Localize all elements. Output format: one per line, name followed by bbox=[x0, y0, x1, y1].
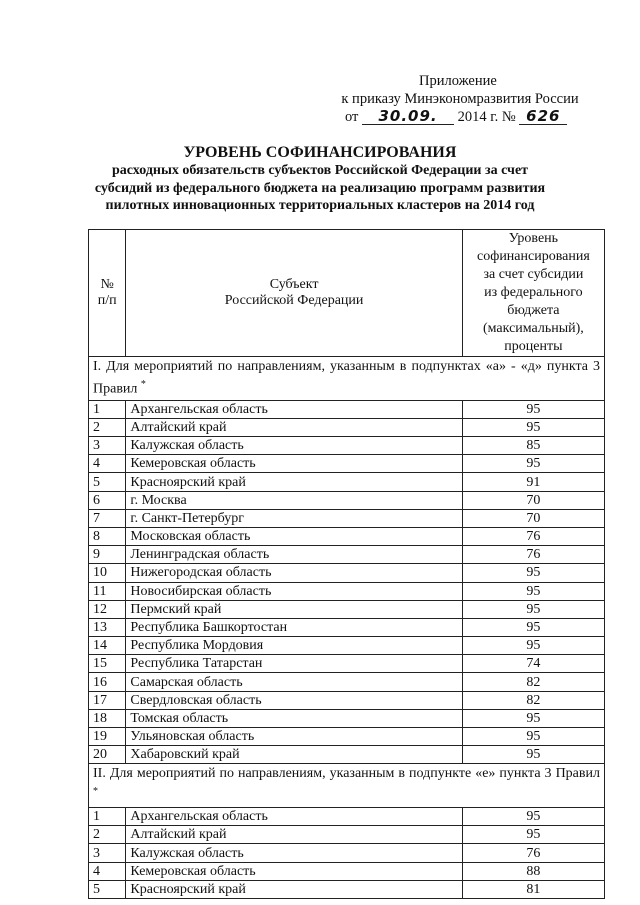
table-row bbox=[89, 455, 605, 473]
order-date-line bbox=[325, 108, 595, 126]
row-cofinancing-value: 95 bbox=[462, 637, 604, 655]
row-cofinancing-value: 95 bbox=[462, 564, 604, 582]
table-row bbox=[89, 826, 605, 844]
table-row bbox=[89, 491, 605, 509]
row-number: 5 bbox=[89, 880, 126, 898]
row-cofinancing-value: 95 bbox=[462, 746, 604, 764]
row-cofinancing-value: 95 bbox=[462, 808, 604, 826]
row-cofinancing-value: 95 bbox=[462, 826, 604, 844]
row-subject: Калужская область bbox=[126, 844, 462, 862]
row-number: 17 bbox=[89, 691, 126, 709]
row-subject: Самарская область bbox=[126, 673, 462, 691]
table-row bbox=[89, 400, 605, 418]
row-subject: Томская область bbox=[126, 709, 462, 727]
row-number: 5 bbox=[89, 473, 126, 491]
table-row bbox=[89, 418, 605, 436]
table-header-row bbox=[89, 230, 605, 357]
row-number: 19 bbox=[89, 728, 126, 746]
section-1-heading: I. Для мероприятий по направлениям, указанным в подпунктах «а» - «д» пункта 3 Правил * bbox=[89, 357, 605, 401]
row-cofinancing-value: 95 bbox=[462, 728, 604, 746]
row-subject: Хабаровский край bbox=[126, 746, 462, 764]
footnote-mark: * bbox=[93, 786, 98, 798]
order-reference: к приказу Минэкономразвития России bbox=[341, 91, 579, 107]
row-cofinancing-value: 82 bbox=[462, 691, 604, 709]
table-row bbox=[89, 844, 605, 862]
row-number: 20 bbox=[89, 746, 126, 764]
header-subject: Субъект Российской Федерации bbox=[126, 230, 462, 357]
row-subject: Красноярский край bbox=[126, 880, 462, 898]
row-subject: Свердловская область bbox=[126, 691, 462, 709]
row-cofinancing-value: 95 bbox=[462, 709, 604, 727]
row-subject: Новосибирская область bbox=[126, 582, 462, 600]
row-subject: Республика Мордовия bbox=[126, 637, 462, 655]
order-number-field bbox=[519, 109, 567, 125]
row-number: 11 bbox=[89, 582, 126, 600]
row-cofinancing-value: 95 bbox=[462, 400, 604, 418]
row-subject: Алтайский край bbox=[126, 826, 462, 844]
handwritten-number: 626 bbox=[526, 107, 561, 125]
table-row bbox=[89, 582, 605, 600]
row-cofinancing-value: 95 bbox=[462, 418, 604, 436]
title-sub-2: субсидий из федерального бюджета на реализацию программ развития bbox=[94, 180, 546, 196]
row-number: 18 bbox=[89, 709, 126, 727]
row-cofinancing-value: 76 bbox=[462, 546, 604, 564]
row-number: 7 bbox=[89, 509, 126, 527]
row-cofinancing-value: 95 bbox=[462, 600, 604, 618]
cofinancing-table bbox=[88, 229, 605, 899]
row-cofinancing-value: 91 bbox=[462, 473, 604, 491]
row-cofinancing-value: 95 bbox=[462, 618, 604, 636]
row-subject: г. Москва bbox=[126, 491, 462, 509]
header-number: № п/п bbox=[89, 230, 126, 357]
row-number: 10 bbox=[89, 564, 126, 582]
row-cofinancing-value: 82 bbox=[462, 673, 604, 691]
table-row bbox=[89, 746, 605, 764]
row-subject: Ленинградская область bbox=[126, 546, 462, 564]
row-number: 16 bbox=[89, 673, 126, 691]
table-row bbox=[89, 655, 605, 673]
row-subject: Алтайский край bbox=[126, 418, 462, 436]
table-row bbox=[89, 728, 605, 746]
appendix-label: Приложение bbox=[419, 73, 497, 89]
handwritten-date: 30.09. bbox=[378, 107, 438, 125]
table-row bbox=[89, 618, 605, 636]
row-number: 2 bbox=[89, 418, 126, 436]
header-cofinancing-level: Уровень софинансирования за счет субсидии из федерального бюджета (максимальный), проценты bbox=[462, 230, 604, 357]
row-number: 3 bbox=[89, 844, 126, 862]
table-row bbox=[89, 437, 605, 455]
from-prefix: от bbox=[345, 109, 359, 125]
row-number: 4 bbox=[89, 455, 126, 473]
table-row bbox=[89, 691, 605, 709]
row-subject: Красноярский край bbox=[126, 473, 462, 491]
row-subject: г. Санкт-Петербург bbox=[126, 509, 462, 527]
row-subject: Московская область bbox=[126, 527, 462, 545]
row-cofinancing-value: 85 bbox=[462, 437, 604, 455]
document-title bbox=[60, 143, 580, 215]
table-row bbox=[89, 880, 605, 898]
table-row bbox=[89, 509, 605, 527]
row-subject: Республика Татарстан bbox=[126, 655, 462, 673]
table-row bbox=[89, 564, 605, 582]
table-row bbox=[89, 527, 605, 545]
footnote-mark: * bbox=[140, 379, 146, 390]
row-number: 13 bbox=[89, 618, 126, 636]
table-row bbox=[89, 473, 605, 491]
row-cofinancing-value: 76 bbox=[462, 527, 604, 545]
row-cofinancing-value: 74 bbox=[462, 655, 604, 673]
row-number: 15 bbox=[89, 655, 126, 673]
row-subject: Архангельская область bbox=[126, 400, 462, 418]
title-sub-3: пилотных инновационных территориальных кластеров на 2014 год bbox=[105, 198, 535, 213]
row-cofinancing-value: 95 bbox=[462, 582, 604, 600]
title-main: УРОВЕНЬ СОФИНАНСИРОВАНИЯ bbox=[183, 144, 457, 161]
row-number: 4 bbox=[89, 862, 126, 880]
row-number: 6 bbox=[89, 491, 126, 509]
row-subject: Ульяновская область bbox=[126, 728, 462, 746]
title-sub-1: расходных обязательств субъектов Российской Федерации за счет bbox=[111, 163, 529, 178]
row-cofinancing-value: 70 bbox=[462, 509, 604, 527]
row-subject: Кемеровская область bbox=[126, 862, 462, 880]
row-subject: Республика Башкортостан bbox=[126, 618, 462, 636]
row-subject: Калужская область bbox=[126, 437, 462, 455]
table-row bbox=[89, 673, 605, 691]
row-number: 12 bbox=[89, 600, 126, 618]
row-number: 9 bbox=[89, 546, 126, 564]
row-number: 3 bbox=[89, 437, 126, 455]
row-number: 8 bbox=[89, 527, 126, 545]
table-row bbox=[89, 862, 605, 880]
row-subject: Кемеровская область bbox=[126, 455, 462, 473]
row-number: 1 bbox=[89, 808, 126, 826]
section-2-rows bbox=[89, 808, 605, 899]
section-1-rows bbox=[89, 400, 605, 764]
row-subject: Архангельская область bbox=[126, 808, 462, 826]
row-subject: Нижегородская область bbox=[126, 564, 462, 582]
row-cofinancing-value: 70 bbox=[462, 491, 604, 509]
table-row bbox=[89, 546, 605, 564]
row-subject: Пермский край bbox=[126, 600, 462, 618]
year-number-label: 2014 г. № bbox=[457, 109, 516, 125]
table-row bbox=[89, 808, 605, 826]
row-number: 1 bbox=[89, 400, 126, 418]
row-number: 14 bbox=[89, 637, 126, 655]
row-number: 2 bbox=[89, 826, 126, 844]
table-row bbox=[89, 709, 605, 727]
section-2-heading: II. Для мероприятий по направлениям, указанным в подпункте «е» пункта 3 Правил * bbox=[89, 764, 605, 808]
table-row bbox=[89, 600, 605, 618]
row-cofinancing-value: 76 bbox=[462, 844, 604, 862]
order-date-field bbox=[362, 109, 454, 125]
appendix-header bbox=[325, 72, 595, 126]
row-cofinancing-value: 81 bbox=[462, 880, 604, 898]
row-cofinancing-value: 88 bbox=[462, 862, 604, 880]
row-cofinancing-value: 95 bbox=[462, 455, 604, 473]
table-row bbox=[89, 637, 605, 655]
